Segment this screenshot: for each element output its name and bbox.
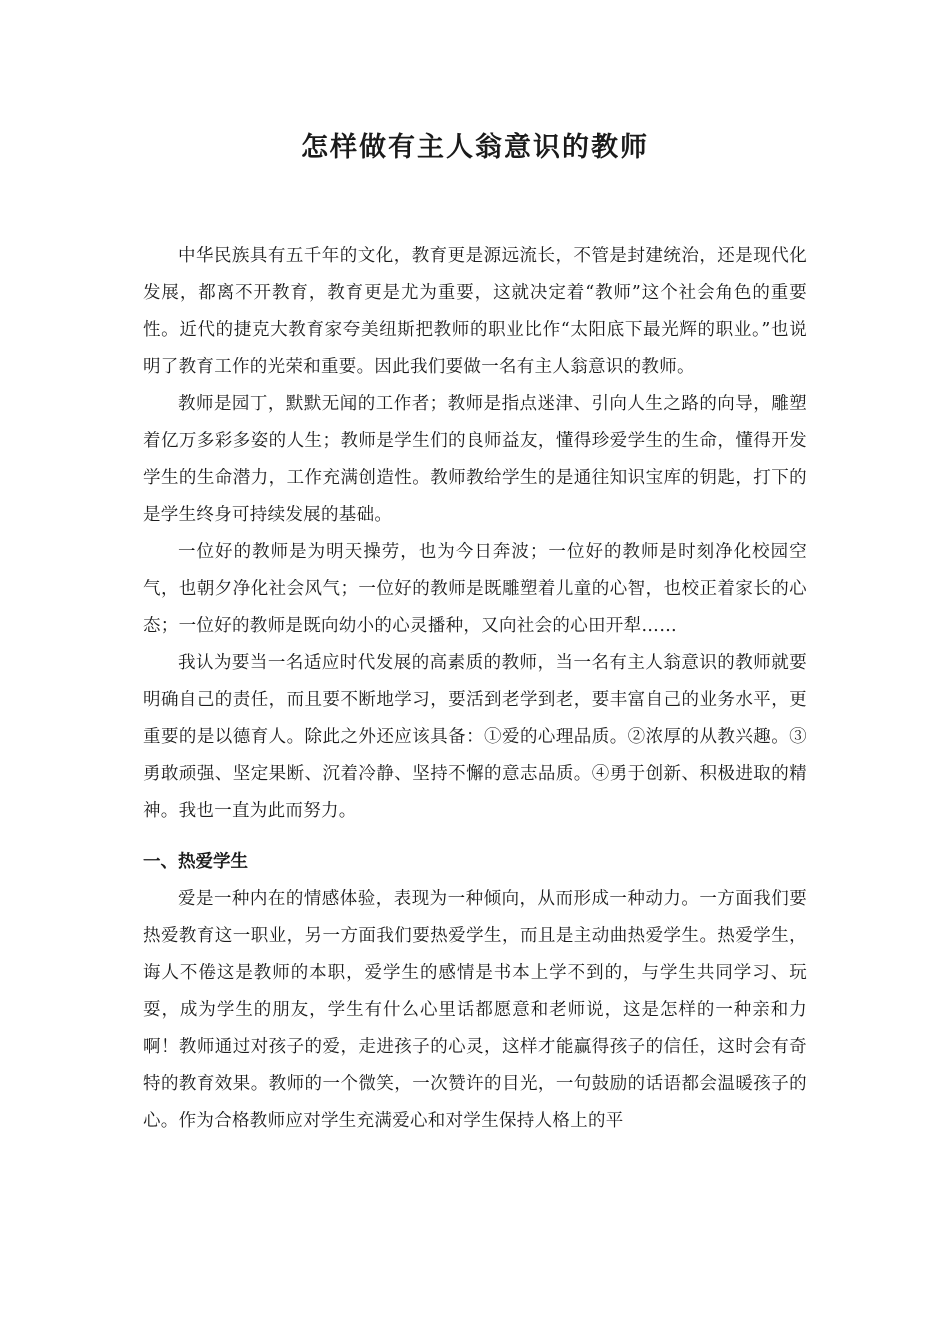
- paragraph-teacher-roles: 教师是园丁，默默无闻的工作者；教师是指点迷津、引向人生之路的向导，雕塑着亿万多彩多姿的人生；教师是学生们的良师益友，懂得珍爱学生的生命，懂得开发学生的生命潜力，工作充满创造性。教师教给学生的是通往知识宝库的钥匙，打下的是学生终身可持续发展的基础。: [143, 394, 807, 525]
- document-title: 怎样做有主人翁意识的教师: [301, 132, 649, 163]
- section-heading-love-students: 一、热爱学生: [143, 852, 248, 872]
- paragraph-qualities: 我认为要当一名适应时代发展的高素质的教师，当一名有主人翁意识的教师就要明确自己的责任，而且要不断地学习，要活到老学到老，要丰富自己的业务水平，更重要的是以德育人。除此之外还应该具备：①爱的心理品质。②浓厚的从教兴趣。③勇敢顽强、坚定果断、沉着冷静、坚持不懈的意志品质。④勇于创新、积极进取的精神。我也一直为此而努力。: [143, 653, 807, 821]
- paragraph-love-students: 爱是一种内在的情感体验，表现为一种倾向，从而形成一种动力。一方面我们要热爱教育这一职业，另一方面我们要热爱学生，而且是主动曲热爱学生。热爱学生，诲人不倦这是教师的本职，爱学生的感情是书本上学不到的，与学生共同学习、玩耍，成为学生的朋友，学生有什么心里话都愿意和老师说，这是怎样的一种亲和力啊！教师通过对孩子的爱，走进孩子的心灵，这样才能赢得孩子的信任，这时会有奇特的教育效果。教师的一个微笑，一次赞许的目光，一句鼓励的话语都会温暖孩子的心。作为合格教师应对学生充满爱心和对学生保持人格上的平: [143, 889, 807, 1131]
- paragraph-intro: 中华民族具有五千年的文化，教育更是源远流长，不管是封建统治，还是现代化发展，都离不开教育，教育更是尤为重要，这就决定着“教师”这个社会角色的重要性。近代的捷克大教育家夸美纽斯把教师的职业比作“太阳底下最光辉的职业。”也说明了教育工作的光荣和重要。因此我们要做一名有主人翁意识的教师。: [143, 246, 807, 377]
- paragraph-good-teacher: 一位好的教师是为明天操劳，也为今日奔波；一位好的教师是时刻净化校园空气，也朝夕净化社会风气；一位好的教师是既雕塑着儿童的心智，也校正着家长的心态；一位好的教师是既向幼小的心灵播种，又向社会的心田开犁……: [143, 542, 807, 636]
- document-body: [143, 238, 807, 1140]
